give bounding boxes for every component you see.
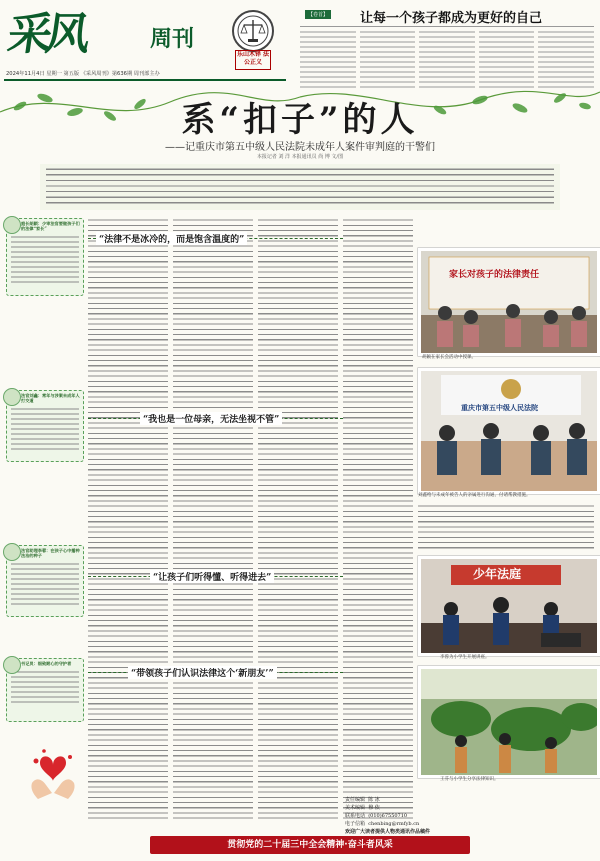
- call-for-submissions: 欢迎广大读者提供人物类通讯作品稿件: [345, 829, 431, 835]
- masthead-logo: 采风: [4, 9, 88, 60]
- sidebar-box-label: 法官刘鑫：常年与涉案未成年人打交道: [21, 393, 80, 404]
- bottom-banner: 贯彻党的二十届三中全会精神·奋斗者风采: [150, 836, 470, 854]
- sidebar-box-1: [6, 218, 84, 296]
- sidebar-box-4: [6, 658, 84, 722]
- headline: 系“扣子”的人: [181, 100, 419, 140]
- credits-block: [345, 796, 430, 836]
- lede-paragraph: [40, 164, 560, 210]
- section-heading-4: “带领孩子们认识法律这个‘新朋友’”: [128, 666, 277, 679]
- sidebar-box-label: 书记员：细致耐心的守护者: [21, 661, 72, 666]
- phone-label: 联系电话: [345, 813, 366, 819]
- section-heading-1: “法律不是冰冷的，而是饱含温度的”: [96, 232, 247, 245]
- masthead-rule: [4, 79, 286, 81]
- avatar: [3, 216, 21, 234]
- photo-1: [418, 248, 600, 356]
- email-label: 电子信箱: [345, 821, 366, 827]
- section-heading-2: “我也是一位母亲，无法坐视不管”: [140, 412, 282, 425]
- classroom-board-text: 家长对孩子的法律责任: [449, 270, 540, 280]
- photo-caption-3: 李蓉为小学生开展讲座。: [440, 655, 490, 660]
- body-column-3: [258, 218, 338, 823]
- seal-stamp: 乐山木铎 法公正义: [235, 50, 271, 70]
- photo-caption-2: 刘鑫给与未成年被告人的亲属进行沟通、付诸帮教措施。: [418, 493, 531, 498]
- sidebar-box-3: [6, 545, 84, 617]
- youth-court-sign: 少年法庭: [473, 567, 522, 581]
- avatar: [3, 388, 21, 406]
- designer-label: 美术编辑: [345, 805, 366, 811]
- top-story-rule: [300, 26, 594, 27]
- court-board-text: 重庆市第五中级人民法院: [461, 403, 538, 412]
- top-story-body: [300, 30, 594, 88]
- top-story-title: 让每一个孩子都成为更好的自己: [360, 11, 543, 26]
- subheadline: ——记重庆市第五中级人民法院未成年人案件审判庭的干警们: [165, 142, 435, 153]
- masthead-subtitle: 周刊: [150, 27, 195, 52]
- photo-3: [418, 556, 600, 656]
- email-address: chenbing@rmfyb.cn: [368, 821, 420, 827]
- body-column-1: [88, 218, 168, 823]
- sidebar-box-label: 庭长胡颖：少审法官要做孩子们的法律“家长”: [21, 221, 80, 232]
- heart-hands-illustration: [18, 735, 88, 805]
- avatar: [3, 656, 21, 674]
- photo-4: [418, 666, 600, 778]
- editor-label: 责任编辑: [345, 797, 366, 803]
- phone-number: (010)67550710: [368, 813, 408, 819]
- column-tag: 【卷首】: [305, 10, 331, 19]
- body-column-2: [173, 218, 253, 823]
- photo-caption-4: 王芬与小学生分享法律知识。: [440, 777, 499, 782]
- photo-2: [418, 368, 600, 494]
- designer-name: 穆 依: [368, 805, 380, 811]
- editor-name: 陈 冰: [368, 797, 380, 803]
- photo-caption-1: 胡颖在家长会活动中授课。: [422, 355, 476, 360]
- body-column-4: [343, 218, 413, 823]
- avatar: [3, 543, 21, 561]
- byline: 本报记者 刘 洋 本报通讯员 尚 博 文/图: [256, 154, 344, 160]
- body-column-5: [418, 504, 594, 552]
- sidebar-box-label: 法官助理李蓉：在孩子心中播种法治的种子: [21, 548, 80, 559]
- scales-emblem-icon: [232, 10, 274, 52]
- dateline: 2024年11月4日 星期一 第五版 《采风周刊》第636期 周刊部主办: [6, 71, 160, 77]
- sidebar-box-2: [6, 390, 84, 462]
- section-heading-3: “让孩子们听得懂、听得进去”: [150, 570, 274, 583]
